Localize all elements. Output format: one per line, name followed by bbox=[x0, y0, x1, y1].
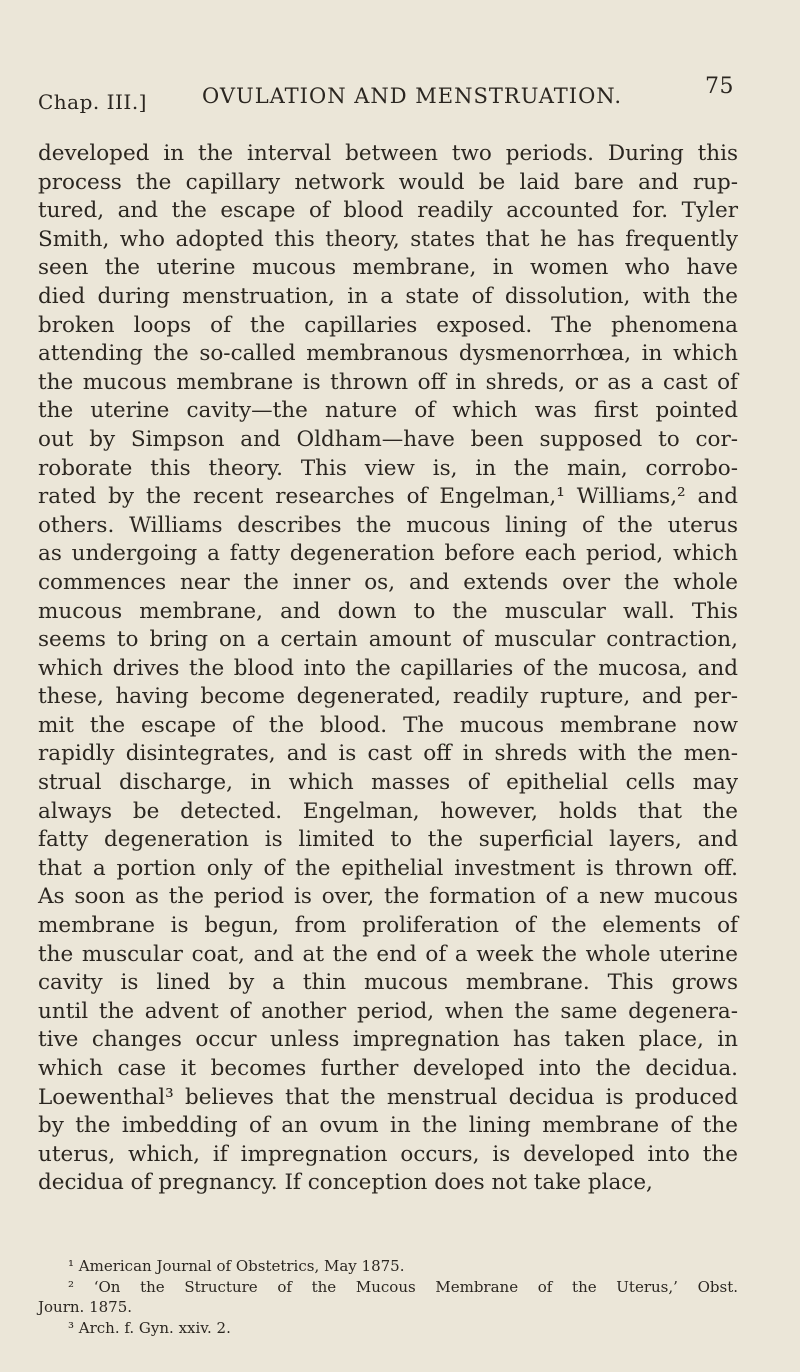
text-line: commences near the inner os, and extends over the whole bbox=[38, 569, 738, 595]
text-line: decidua of pregnancy. If conception does not take place, bbox=[38, 1170, 653, 1196]
page-number: 75 bbox=[705, 74, 734, 99]
text-line: process the capillary network would be laid bare and rup- bbox=[38, 169, 738, 195]
footnote-2: ² ‘On the Structure of the Mucous Membrane of the Uterus,’ Obst. bbox=[68, 1277, 738, 1296]
footnote-3: ³ Arch. f. Gyn. xxiv. 2. bbox=[68, 1318, 231, 1337]
text-line: others. Williams describes the mucous lining of the uterus bbox=[38, 512, 738, 538]
text-line: until the advent of another period, when the same degenera- bbox=[38, 998, 738, 1024]
text-line: Smith, who adopted this theory, states that he has frequently bbox=[38, 226, 738, 252]
text-line: tive changes occur unless impregnation has taken place, in bbox=[38, 1027, 738, 1053]
text-line: mucous membrane, and down to the muscular wall. This bbox=[38, 598, 738, 624]
running-title: OVULATION AND MENSTRUATION. bbox=[202, 84, 623, 108]
text-line: always be detected. Engelman, however, holds that the bbox=[38, 798, 738, 824]
running-header bbox=[38, 74, 734, 118]
text-line: the muscular coat, and at the end of a week the whole uterine bbox=[38, 941, 738, 967]
footnotes bbox=[38, 1256, 738, 1338]
chapter-label: Chap. III.] bbox=[38, 90, 147, 114]
footnote-1: ¹ American Journal of Obstetrics, May 1875. bbox=[68, 1257, 405, 1275]
text-line: fatty degeneration is limited to the superficial layers, and bbox=[38, 827, 738, 853]
text-line: strual discharge, in which masses of epithelial cells may bbox=[38, 770, 738, 796]
text-line: the mucous membrane is thrown off in shreds, or as a cast of bbox=[38, 369, 738, 395]
text-line: by the imbedding of an ovum in the lining membrane of the bbox=[38, 1113, 738, 1139]
text-line: which drives the blood into the capillaries of the mucosa, and bbox=[38, 655, 738, 681]
text-line: tured, and the escape of blood readily accounted for. Tyler bbox=[38, 198, 738, 224]
text-line: as undergoing a fatty degeneration before each period, which bbox=[38, 541, 738, 567]
text-line: rated by the recent researches of Engelman,¹ Williams,² and bbox=[38, 484, 738, 510]
text-line: roborate this theory. This view is, in the main, corrobo- bbox=[38, 455, 738, 481]
text-line: uterus, which, if impregnation occurs, is developed into the bbox=[38, 1141, 738, 1167]
text-line: membrane is begun, from proliferation of the elements of bbox=[38, 913, 738, 939]
text-line: died during menstruation, in a state of dissolution, with the bbox=[38, 283, 738, 309]
text-line: out by Simpson and Oldham—have been supposed to cor- bbox=[38, 426, 738, 452]
text-line: rapidly disintegrates, and is cast off in shreds with the men- bbox=[38, 741, 738, 767]
text-line: seen the uterine mucous membrane, in women who have bbox=[38, 255, 738, 281]
text-line: attending the so-called membranous dysmenorrhœa, in which bbox=[38, 341, 738, 367]
footnote-2-continued: Journ. 1875. bbox=[38, 1298, 133, 1316]
text-line: the uterine cavity—the nature of which was first pointed bbox=[38, 398, 738, 424]
text-line: that a portion only of the epithelial investment is thrown off. bbox=[38, 855, 738, 881]
text-line: mit the escape of the blood. The mucous membrane now bbox=[38, 712, 738, 738]
body-paragraph bbox=[38, 140, 738, 1198]
text-line: seems to bring on a certain amount of muscular contraction, bbox=[38, 627, 738, 653]
text-line: broken loops of the capillaries exposed. The phenomena bbox=[38, 312, 738, 338]
text-line: developed in the interval between two periods. During this bbox=[38, 141, 738, 166]
text-line: Loewenthal³ believes that the menstrual decidua is produced bbox=[38, 1084, 738, 1110]
text-line: cavity is lined by a thin mucous membrane. This grows bbox=[38, 970, 738, 996]
text-line: As soon as the period is over, the formation of a new mucous bbox=[38, 884, 738, 910]
text-line: which case it becomes further developed into the decidua. bbox=[38, 1056, 738, 1081]
text-line: these, having become degenerated, readily rupture, and per- bbox=[38, 684, 738, 710]
